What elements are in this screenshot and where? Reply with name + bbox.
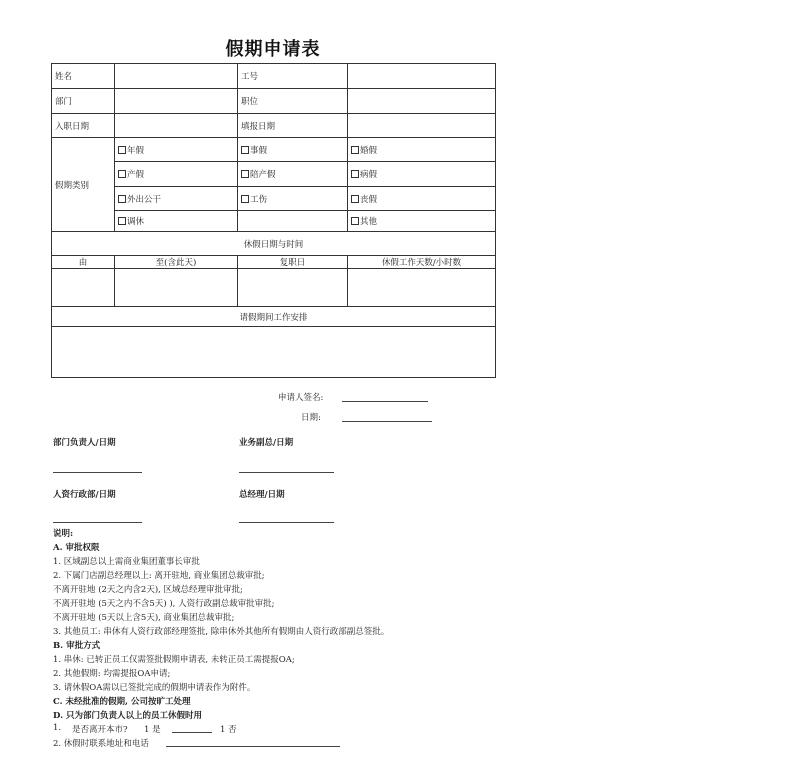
leave-option-work-injury[interactable]: 工伤: [238, 187, 348, 211]
section-work-arrangement: 请假期间工作安排: [52, 307, 496, 327]
department-label: 部门: [52, 89, 115, 114]
hire-date-field[interactable]: [115, 114, 238, 138]
notes-heading: 说明:: [53, 529, 74, 539]
days-field[interactable]: [348, 269, 496, 307]
leave-option-paternity[interactable]: 陪产假: [238, 162, 348, 187]
notes-a-title: A. 审批权限: [53, 543, 100, 553]
gm-signature-line[interactable]: [239, 522, 334, 523]
notes-b1: 1. 串休: 已转正员工仅需签批假期申请表, 未转正员工需提报OA;: [53, 655, 295, 665]
checkbox-icon[interactable]: [241, 170, 249, 178]
date-col-days: 休假工作天数/小时数: [348, 256, 496, 269]
notes-d1-no[interactable]: 1 否: [220, 725, 237, 735]
gm-label: 总经理/日期: [239, 490, 285, 500]
notes-b2: 2. 其他假期: 均需提报OA申请;: [53, 669, 171, 679]
leave-option-marriage[interactable]: 婚假: [348, 138, 496, 162]
notes-a6: 3. 其他员工: 串休有人资行政部经理签批, 除串休外其他所有假期由人资行政部副总签批。: [53, 627, 390, 637]
checkbox-icon[interactable]: [351, 195, 359, 203]
dept-head-label: 部门负责人/日期: [53, 438, 116, 448]
notes-a2: 2. 下属门店副总经理以上: 离开驻地, 商业集团总裁审批;: [53, 571, 265, 581]
work-arrangement-field[interactable]: [52, 327, 496, 378]
notes-c-title: C. 未经批准的假期, 公司按旷工处理: [53, 697, 191, 707]
notes-a5: 不离开驻地 (5天以上含5天), 商业集团总裁审批;: [53, 613, 235, 623]
from-date-field[interactable]: [52, 269, 115, 307]
notes-d2: 2. 休假时联系地址和电话: [53, 739, 149, 749]
checkbox-icon[interactable]: [351, 170, 359, 178]
checkbox-icon[interactable]: [118, 217, 126, 225]
notes-d1-number: 1.: [53, 723, 62, 733]
leave-option-compensatory[interactable]: 调休: [115, 211, 238, 232]
hr-signature-line[interactable]: [53, 522, 142, 523]
name-field[interactable]: [115, 64, 238, 89]
notes-b-title: B. 审批方式: [53, 641, 101, 651]
notes-a4: 不离开驻地 (5天之内不含5天) ), 人资行政副总裁审批审批;: [53, 599, 275, 609]
leave-option-sick[interactable]: 病假: [348, 162, 496, 187]
notes-d1-blank[interactable]: [172, 732, 212, 733]
dept-head-signature-line[interactable]: [53, 472, 142, 473]
empty-cell: [238, 211, 348, 232]
checkbox-icon[interactable]: [241, 195, 249, 203]
notes-b3: 3. 请休假OA需以已签批完成的假期申请表作为附件。: [53, 683, 256, 693]
applicant-signature-label: 申请人签名:: [278, 393, 324, 403]
leave-option-business-trip[interactable]: 外出公干: [115, 187, 238, 211]
checkbox-icon[interactable]: [118, 146, 126, 154]
notes-a1: 1. 区域副总以上需商业集团董事长审批: [53, 557, 200, 567]
leave-option-maternity[interactable]: 产假: [115, 162, 238, 187]
hire-date-label: 入职日期: [52, 114, 115, 138]
notes-d1-question: 是否离开本市?: [72, 725, 128, 735]
to-date-field[interactable]: [115, 269, 238, 307]
applicant-date-line[interactable]: [342, 421, 432, 422]
date-col-return: 复职日: [238, 256, 348, 269]
applicant-signature-line[interactable]: [342, 401, 428, 402]
fill-date-field[interactable]: [348, 114, 496, 138]
name-label: 姓名: [52, 64, 115, 89]
biz-vp-signature-line[interactable]: [239, 472, 334, 473]
checkbox-icon[interactable]: [118, 195, 126, 203]
biz-vp-label: 业务副总/日期: [239, 438, 294, 448]
page-title: 假期申请表: [225, 39, 321, 60]
employee-id-field[interactable]: [348, 64, 496, 89]
leave-application-form: [51, 63, 496, 378]
checkbox-icon[interactable]: [241, 146, 249, 154]
leave-option-annual[interactable]: 年假: [115, 138, 238, 162]
applicant-date-label: 日期:: [301, 413, 321, 423]
notes-d-title: D. 只为部门负责人以上的员工休假时用: [53, 711, 202, 721]
checkbox-icon[interactable]: [118, 170, 126, 178]
position-label: 职位: [238, 89, 348, 114]
section-leave-dates: 休假日期与时间: [52, 232, 496, 256]
leave-type-label: 假期类别: [52, 138, 115, 232]
return-date-field[interactable]: [238, 269, 348, 307]
notes-d1-yes[interactable]: 1 是: [144, 725, 161, 735]
fill-date-label: 填报日期: [238, 114, 348, 138]
checkbox-icon[interactable]: [351, 146, 359, 154]
date-col-to: 至(含此天): [115, 256, 238, 269]
notes-a3: 不离开驻地 (2天之内含2天), 区域总经理审批审批;: [53, 585, 243, 595]
department-field[interactable]: [115, 89, 238, 114]
notes-d2-blank[interactable]: [166, 746, 340, 747]
position-field[interactable]: [348, 89, 496, 114]
leave-option-bereavement[interactable]: 丧假: [348, 187, 496, 211]
leave-option-other[interactable]: 其他: [348, 211, 496, 232]
hr-label: 人资行政部/日期: [53, 490, 116, 500]
leave-option-personal[interactable]: 事假: [238, 138, 348, 162]
employee-id-label: 工号: [238, 64, 348, 89]
date-col-from: 由: [52, 256, 115, 269]
checkbox-icon[interactable]: [351, 217, 359, 225]
